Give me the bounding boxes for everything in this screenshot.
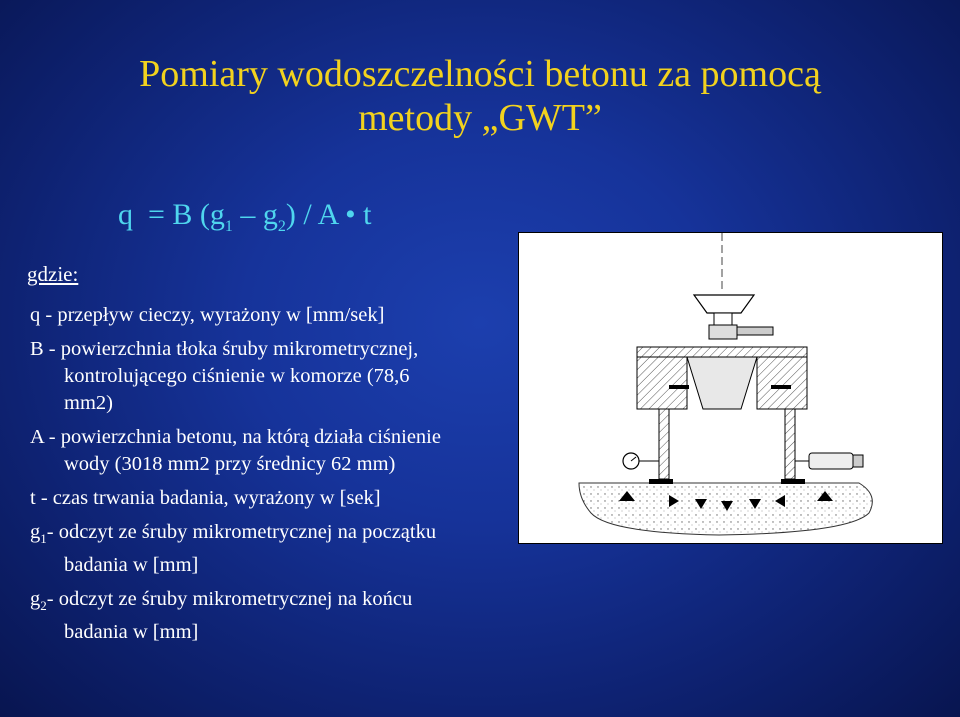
def-b: [30, 336, 510, 417]
def-t-text: t - czas trwania badania, wyrażony w [sek]: [30, 487, 381, 509]
where-label: gdzie:: [27, 262, 79, 286]
right-wall: [785, 409, 795, 479]
formula-q: q: [118, 198, 133, 231]
def-g2-line1: - odczyt ze śruby mikrometrycznej na końcu: [46, 588, 413, 611]
def-g2-line2: badania w [mm]: [64, 621, 199, 644]
def-g2-symbol: g: [30, 588, 41, 611]
def-b-line3: mm2): [64, 392, 113, 414]
formula-minus: – g: [232, 198, 278, 231]
inner-cone: [687, 357, 757, 409]
def-t: [30, 485, 510, 512]
def-a-line2: wody (3018 mm2 przy średnicy 62 mm): [64, 453, 396, 475]
def-q-text: q - przepływ cieczy, wyrażony w [mm/sek]: [30, 304, 385, 326]
def-g2: [30, 586, 510, 646]
left-wall: [659, 409, 669, 479]
formula-rest: ) / A • t: [285, 198, 372, 231]
def-g1-symbol: g: [30, 521, 41, 543]
def-g2-sub: 2: [40, 598, 47, 614]
formula-sub2: 2: [277, 218, 286, 235]
formula-sub1: 1: [224, 218, 233, 235]
formula-eq: = B (g: [148, 198, 225, 231]
side-arm: [737, 327, 773, 335]
left-bar: [669, 385, 689, 389]
nozzle-block: [709, 325, 737, 339]
def-g1-line2: badania w [mm]: [64, 554, 199, 577]
title-line-2: metody „GWT”: [358, 97, 602, 139]
formula: [118, 198, 371, 236]
right-seal: [781, 479, 805, 484]
def-a: [30, 424, 510, 478]
left-seal: [649, 479, 673, 484]
right-bar: [771, 385, 791, 389]
funnel: [694, 295, 754, 313]
def-q: [30, 302, 510, 329]
right-housing: [757, 357, 807, 409]
concrete-slab: [579, 483, 872, 535]
def-g1-sub: 1: [40, 531, 47, 547]
def-b-line1: B - powierzchnia tłoka śruby mikrometrycznej,: [30, 338, 419, 360]
funnel-neck: [714, 313, 732, 325]
gwt-apparatus-diagram: [518, 232, 943, 544]
apparatus-drawing: [519, 233, 942, 543]
micrometer-body: [809, 453, 853, 469]
top-plate: [637, 347, 807, 357]
left-housing: [637, 357, 687, 409]
definitions-list: [30, 302, 510, 653]
def-a-line1: A - powierzchnia betonu, na którą działa ciśnienie: [30, 426, 441, 448]
def-b-line2: kontrolującego ciśnienie w komorze (78,6: [64, 365, 410, 387]
title-line-1: Pomiary wodoszczelności betonu za pomocą: [139, 53, 821, 95]
def-g1: [30, 519, 510, 579]
slide-title: [0, 52, 960, 140]
def-g1-line1: - odczyt ze śruby mikrometrycznej na początku: [46, 521, 437, 543]
micrometer-knob: [853, 455, 863, 467]
